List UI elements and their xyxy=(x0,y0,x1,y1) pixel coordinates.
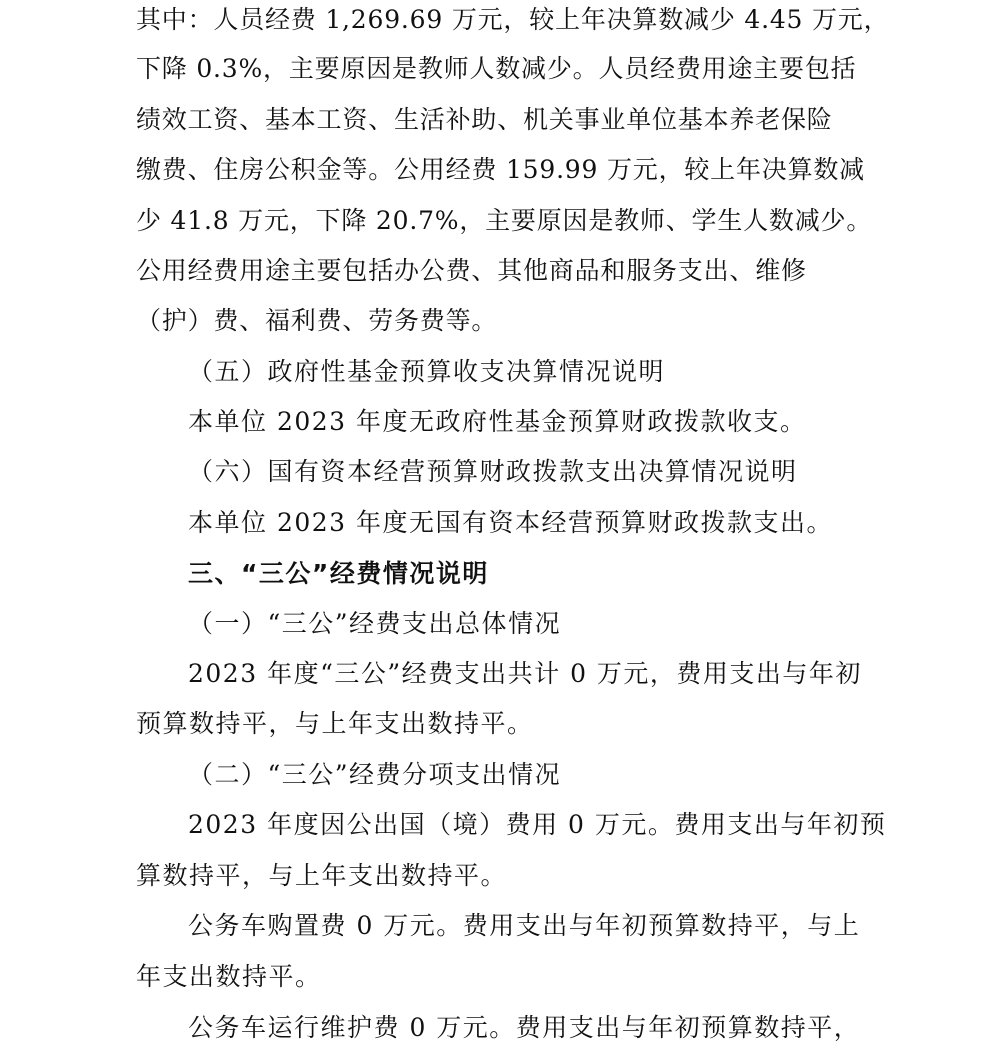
body-text-line: 预算数持平，与上年支出数持平。 xyxy=(136,709,534,738)
body-text-line: 少 41.8 万元，下降 20.7%，主要原因是教师、学生人数减少。 xyxy=(136,206,873,235)
section-heading-2: （二）“三公”经费分项支出情况 xyxy=(188,760,562,789)
body-text-line: 2023 年度“三公”经费支出共计 0 万元，费用支出与年初 xyxy=(188,659,862,688)
body-text-line: 公用经费用途主要包括办公费、其他商品和服务支出、维修 xyxy=(136,256,807,285)
section-heading-1: （一）“三公”经费支出总体情况 xyxy=(188,609,562,638)
body-text-line: 算数持平，与上年支出数持平。 xyxy=(136,861,508,890)
body-text-line: 公务车运行维护费 0 万元。费用支出与年初预算数持平， xyxy=(188,1013,861,1042)
body-text-line: 缴费、住房公积金等。公用经费 159.99 万元，较上年决算数减 xyxy=(136,155,865,184)
section-heading-5: （五）政府性基金预算收支决算情况说明 xyxy=(188,357,666,386)
body-text-line: 本单位 2023 年度无政府性基金预算财政拨款收支。 xyxy=(188,407,807,436)
body-text-line: 公务车购置费 0 万元。费用支出与年初预算数持平，与上 xyxy=(188,911,861,940)
chapter-heading-3: 三、“三公”经费情况说明 xyxy=(188,559,489,588)
body-text-line: 绩效工资、基本工资、生活补助、机关事业单位基本养老保险 xyxy=(136,105,833,134)
body-text-line: 年支出数持平。 xyxy=(136,962,322,991)
body-text-line: 其中：人员经费 1,269.69 万元，较上年决算数减少 4.45 万元， xyxy=(136,5,890,34)
body-text-line: 下降 0.3%，主要原因是教师人数减少。人员经费用途主要包括 xyxy=(136,54,857,83)
body-text-line: （护）费、福利费、劳务费等。 xyxy=(136,306,498,335)
body-text-line: 本单位 2023 年度无国有资本经营预算财政拨款支出。 xyxy=(188,508,834,537)
section-heading-6: （六）国有资本经营预算财政拨款支出决算情况说明 xyxy=(188,457,798,486)
body-text-line: 2023 年度因公出国（境）费用 0 万元。费用支出与年初预 xyxy=(188,810,887,839)
